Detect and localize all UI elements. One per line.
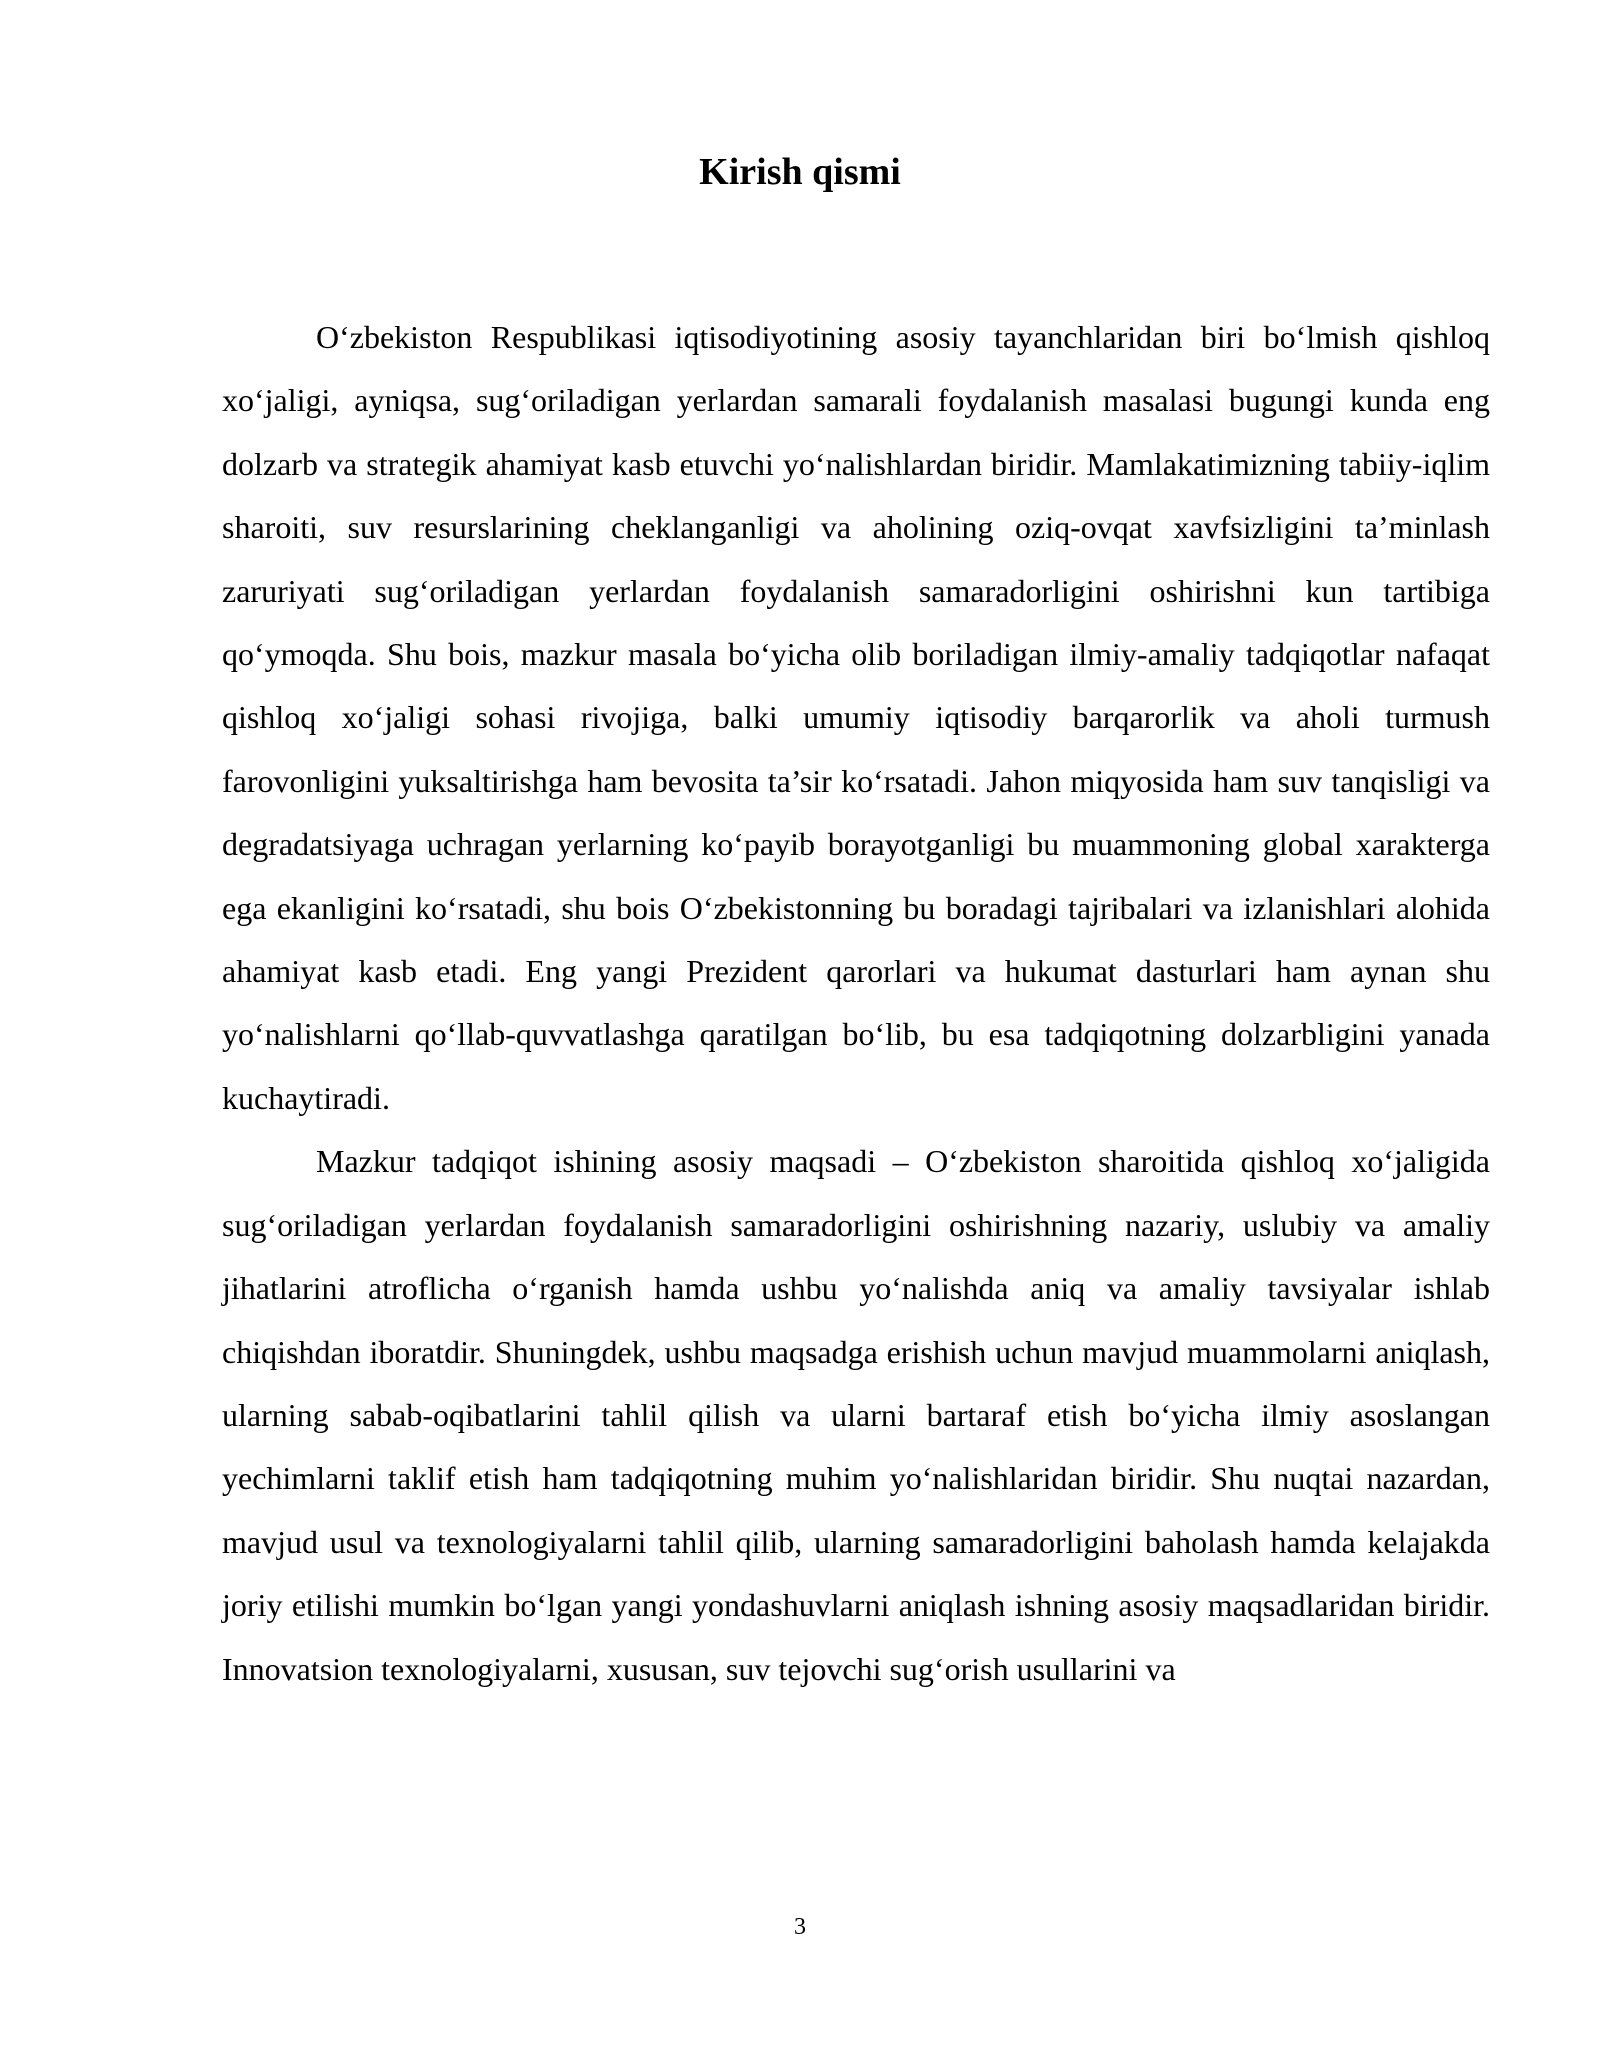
paragraph-2: Mazkur tadqiqot ishining asosiy maqsadi – O‘zbekiston sharoitida qishloq xo‘jaligida sug‘oriladigan yerlardan foydalanish samaradorligini oshirishning nazariy, uslubiy va amaliy jihatlarini atroflicha o‘rganish hamda ushbu yo‘nalishda aniq va amaliy tavsiyalar ishlab chiqishdan iboratdir. Shuningdek, ushbu maqsadga erishish uchun mavjud muammolarni aniqlash, ularning sabab-oqibatlarini tahlil qilish va ularni bartaraf etish bo‘yicha ilmiy asoslangan yechimlarni taklif etish ham tadqiqotning muhim yo‘nalishlaridan biridir. Shu nuqtai nazardan, mavjud usul va texnologiyalarni tahlil qilib, ularning samaradorligini baholash hamda kelajakda joriy etilishi mumkin bo‘lgan yangi yondashuvlarni aniqlash ishning asosiy maqsadlaridan biridir. Innovatsion texnologiyalarni, xususan, suv tejovchi sug‘orish usullarini va	[222, 1143, 1490, 1687]
page-number: 3	[794, 1914, 806, 1940]
document-body	[222, 306, 1490, 1701]
page-title: Kirish qismi	[699, 151, 901, 193]
paragraph-1: O‘zbekiston Respublikasi iqtisodiyotining asosiy tayanchlaridan biri bo‘lmish qishloq xo‘jaligi, ayniqsa, sug‘oriladigan yerlardan samarali foydalanish masalasi bugungi kunda eng dolzarb va strategik ahamiyat kasb etuvchi yo‘nalishlardan biridir. Mamlakatimizning tabiiy-iqlim sharoiti, suv resurslarining cheklanganligi va aholining oziq-ovqat xavfsizligini ta’minlash zaruriyati sug‘oriladigan yerlardan foydalanish samaradorligini oshirishni kun tartibiga qo‘ymoqda. Shu bois, mazkur masala bo‘yicha olib boriladigan ilmiy-amaliy tadqiqotlar nafaqat qishloq xo‘jaligi sohasi rivojiga, balki umumiy iqtisodiy barqarorlik va aholi turmush farovonligini yuksaltirishga ham bevosita ta’sir ko‘rsatadi. Jahon miqyosida ham suv tanqisligi va degradatsiyaga uchragan yerlarning ko‘payib borayotganligi bu muammoning global xarakterga ega ekanligini ko‘rsatadi, shu bois O‘zbekistonning bu boradagi tajribalari va izlanishlari alohida ahamiyat kasb etadi. Eng yangi Prezident qarorlari va hukumat dasturlari ham aynan shu yo‘nalishlarni qo‘llab-quvvatlashga qaratilgan bo‘lib, bu esa tadqiqotning dolzarbligini yanada kuchaytiradi.	[222, 319, 1490, 1116]
